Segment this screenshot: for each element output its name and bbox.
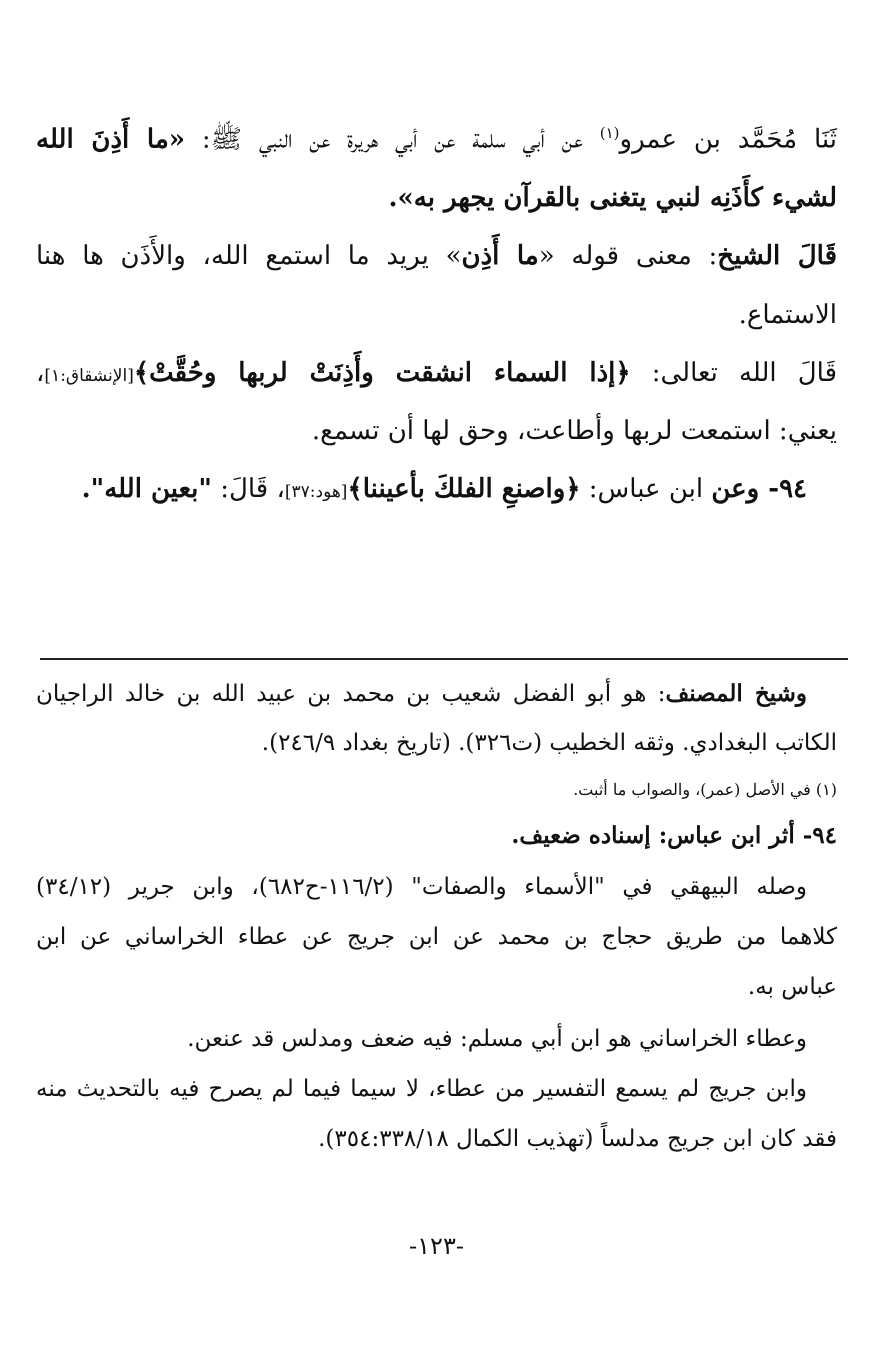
main-text: ، قَالَ:: [211, 474, 285, 504]
main-text: [هود:٣٧]: [284, 482, 348, 502]
footnote-line: [36, 1126, 837, 1154]
footnote-text: (١) في الأصل (عمر)، والصواب ما أثبت.: [573, 780, 837, 799]
footnote-line: [36, 1076, 807, 1104]
footnote-line: [36, 974, 837, 1002]
main-text: ﴿واصنعِ الفلكَ بأعيننا﴾: [347, 474, 581, 504]
footnote-text: وصله البيهقي في "الأسماء والصفات" (١١٦/٢-ح٦٨٢)، وابن جرير (٣٤/١٢): [36, 874, 807, 900]
footnote-line: [36, 874, 807, 902]
main-line: [36, 358, 837, 389]
main-text: «ما أَذِنَ الله: [36, 124, 185, 155]
main-text: الاستماع.: [738, 300, 837, 330]
main-text: ٩٤- وعن: [711, 474, 807, 504]
main-text: عن أبي سلمة عن أبي هريرة عن النبي ﷺ:: [185, 124, 600, 155]
footnote-text: ٩٤- أثر ابن عباس: إسناده ضعيف.: [511, 822, 837, 849]
main-text: قَالَ الشيخ: [717, 241, 838, 271]
footnote-text: عباس به.: [747, 974, 837, 1000]
footnote-text: الكاتب البغدادي. وثقه الخطيب (ت٣٢٦). (تاريخ بغداد ٢٤٦/٩).: [261, 730, 837, 756]
main-text: : معنى قوله «: [538, 241, 718, 271]
footnote-text: : هو أبو الفضل شعيب بن محمد بن عبيد الله بن خالد الراجيان: [36, 681, 666, 707]
main-line: [36, 124, 837, 156]
footnote-text: وابن جريج لم يسمع التفسير من عطاء، لا سيما فيما لم يصرح فيه بالتحديث منه: [36, 1076, 807, 1102]
main-line: [36, 183, 837, 214]
footnote-text: فقد كان ابن جريج مدلساً (تهذيب الكمال ٣٥٤:٣٣٨/١٨).: [318, 1126, 837, 1152]
footnote-text: وعطاء الخراساني هو ابن أبي مسلم: فيه ضعف ومدلس قد عنعن.: [187, 1026, 807, 1052]
footnote-text: كلاهما من طريق حجاج بن محمد عن ابن جريج عن عطاء الخراساني عن ابن: [36, 924, 837, 950]
main-text: (١): [599, 124, 620, 142]
main-line: [36, 416, 837, 447]
main-text: ﴿إذا السماء انشقت وأَذِنَتْ لربها وحُقَّتْ﴾: [133, 358, 631, 388]
footnote-text: وشيخ المصنف: [665, 680, 807, 707]
main-line: [36, 300, 837, 331]
main-text: قَالَ الله تعالى:: [630, 358, 838, 388]
main-text: "بعين الله".: [81, 474, 212, 504]
footnote-line: [36, 680, 807, 709]
footnote-divider: [40, 658, 848, 660]
footnote-line: [36, 822, 837, 851]
main-text: ،: [36, 358, 45, 388]
footnote-line: [36, 924, 837, 952]
main-text: [الإنشقاق:١]: [44, 366, 134, 386]
footnote-line: [36, 730, 837, 758]
main-text: ابن عباس:: [580, 474, 712, 504]
main-line: [36, 241, 837, 272]
main-text: ما أَذِن: [461, 241, 539, 271]
footnote-line: [36, 1026, 807, 1054]
main-text: لشيء كأَذَنِه لنبي يتغنى بالقرآن يجهر به».: [388, 183, 837, 213]
main-text: » يريد ما استمع الله، والأَذَن ها هنا: [36, 241, 462, 271]
main-text: ثَنَا مُحَمَّد بن عمرو: [619, 124, 837, 155]
main-text: يعني: استمعت لربها وأطاعت، وحق لها أن تسمع.: [311, 416, 837, 446]
main-line: [36, 474, 807, 505]
page-number: -١٢٣-: [409, 1232, 464, 1260]
footnote-line: [36, 780, 837, 799]
